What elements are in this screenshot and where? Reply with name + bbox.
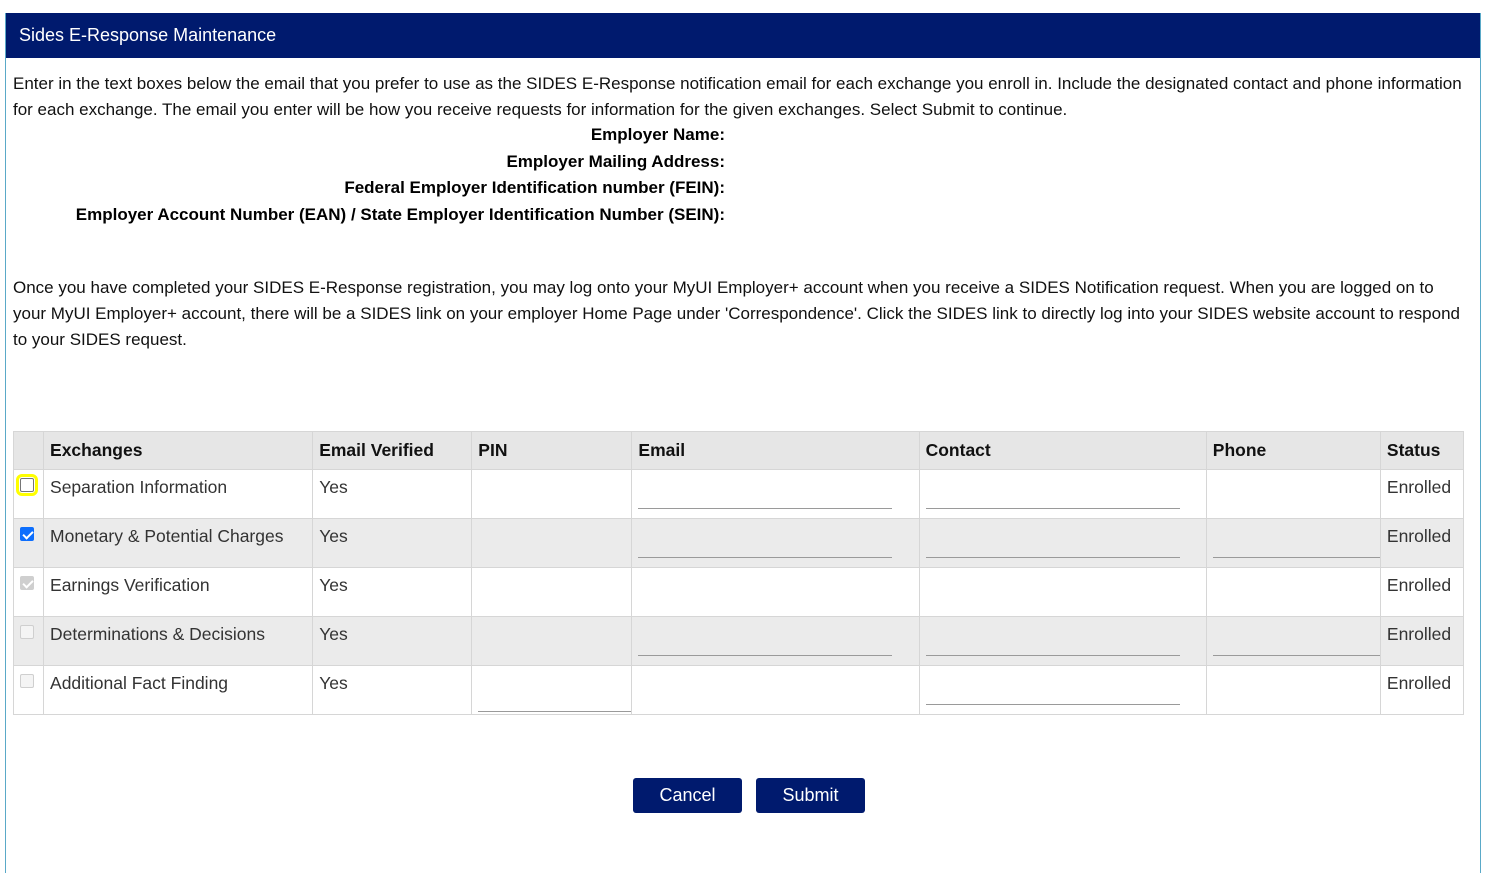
email-input[interactable] bbox=[638, 623, 892, 656]
employer-info bbox=[13, 122, 725, 228]
email-verified-value: Yes bbox=[313, 519, 472, 568]
exchanges-table bbox=[13, 431, 1464, 715]
status-value: Enrolled bbox=[1380, 617, 1463, 666]
col-phone: Phone bbox=[1206, 432, 1380, 470]
submit-button[interactable]: Submit bbox=[756, 778, 865, 813]
email-verified-value: Yes bbox=[313, 568, 472, 617]
col-select bbox=[14, 432, 44, 470]
email-verified-value: Yes bbox=[313, 666, 472, 715]
phone-input[interactable] bbox=[1213, 623, 1380, 656]
phone-input[interactable] bbox=[1213, 525, 1380, 558]
ean-sein-label: Employer Account Number (EAN) / State Employer Identification Number (SEIN): bbox=[75, 204, 725, 224]
table-row bbox=[14, 470, 1464, 519]
employer-address-label: Employer Mailing Address: bbox=[506, 151, 725, 171]
email-verified-value: Yes bbox=[313, 617, 472, 666]
email-input[interactable] bbox=[638, 476, 892, 509]
employer-name-label: Employer Name: bbox=[590, 125, 725, 144]
exchange-checkbox[interactable] bbox=[20, 527, 34, 541]
cancel-button[interactable]: Cancel bbox=[633, 778, 742, 813]
exchange-name: Determinations & Decisions bbox=[44, 617, 313, 666]
contact-input[interactable] bbox=[926, 623, 1180, 656]
col-contact: Contact bbox=[919, 432, 1206, 470]
table-row bbox=[14, 519, 1464, 568]
email-input[interactable] bbox=[638, 525, 892, 558]
status-value: Enrolled bbox=[1380, 519, 1463, 568]
table-row bbox=[14, 617, 1464, 666]
exchange-checkbox[interactable] bbox=[20, 478, 34, 492]
email-verified-value: Yes bbox=[313, 470, 472, 519]
outro-text: Once you have completed your SIDES E-Response registration, you may log onto your MyUI Employer+ account when you receive a SIDES Notification request. When you are logged on to your MyUI Employer+ account, there will be a SIDES link on your employer Home Page under 'Correspondence'. Click the SIDES link to directly log into your SIDES website account to respond to your SIDES request. bbox=[13, 278, 1460, 349]
exchange-checkbox bbox=[20, 576, 34, 590]
contact-input[interactable] bbox=[926, 476, 1180, 509]
form-actions bbox=[633, 778, 865, 813]
fein-label: Federal Employer Identification number (FEIN): bbox=[344, 178, 725, 197]
exchange-name: Earnings Verification bbox=[44, 568, 313, 617]
table-row bbox=[14, 666, 1464, 715]
col-pin: PIN bbox=[472, 432, 632, 470]
exchange-name: Separation Information bbox=[44, 470, 313, 519]
col-email-verified: Email Verified bbox=[313, 432, 472, 470]
status-value: Enrolled bbox=[1380, 568, 1463, 617]
exchange-name: Additional Fact Finding bbox=[44, 666, 313, 715]
intro-text: Enter in the text boxes below the email that you prefer to use as the SIDES E-Response notification email for each exchange you enroll in. Include the designated contact and phone information for each exchange. The email you enter will be how you receive requests for information for the given exchanges. Select Submit to continue. bbox=[13, 74, 1462, 119]
col-exchanges: Exchanges bbox=[44, 432, 313, 470]
exchange-checkbox bbox=[20, 625, 34, 639]
col-email: Email bbox=[632, 432, 919, 470]
status-value: Enrolled bbox=[1380, 470, 1463, 519]
pin-input[interactable] bbox=[478, 679, 631, 712]
exchange-name: Monetary & Potential Charges bbox=[44, 519, 313, 568]
contact-input[interactable] bbox=[926, 525, 1180, 558]
exchange-checkbox bbox=[20, 674, 34, 688]
table-row bbox=[14, 568, 1464, 617]
panel-title: Sides E-Response Maintenance bbox=[6, 13, 1480, 58]
table-header-row bbox=[14, 432, 1464, 470]
contact-input[interactable] bbox=[926, 672, 1180, 705]
col-status: Status bbox=[1380, 432, 1463, 470]
status-value: Enrolled bbox=[1380, 666, 1463, 715]
